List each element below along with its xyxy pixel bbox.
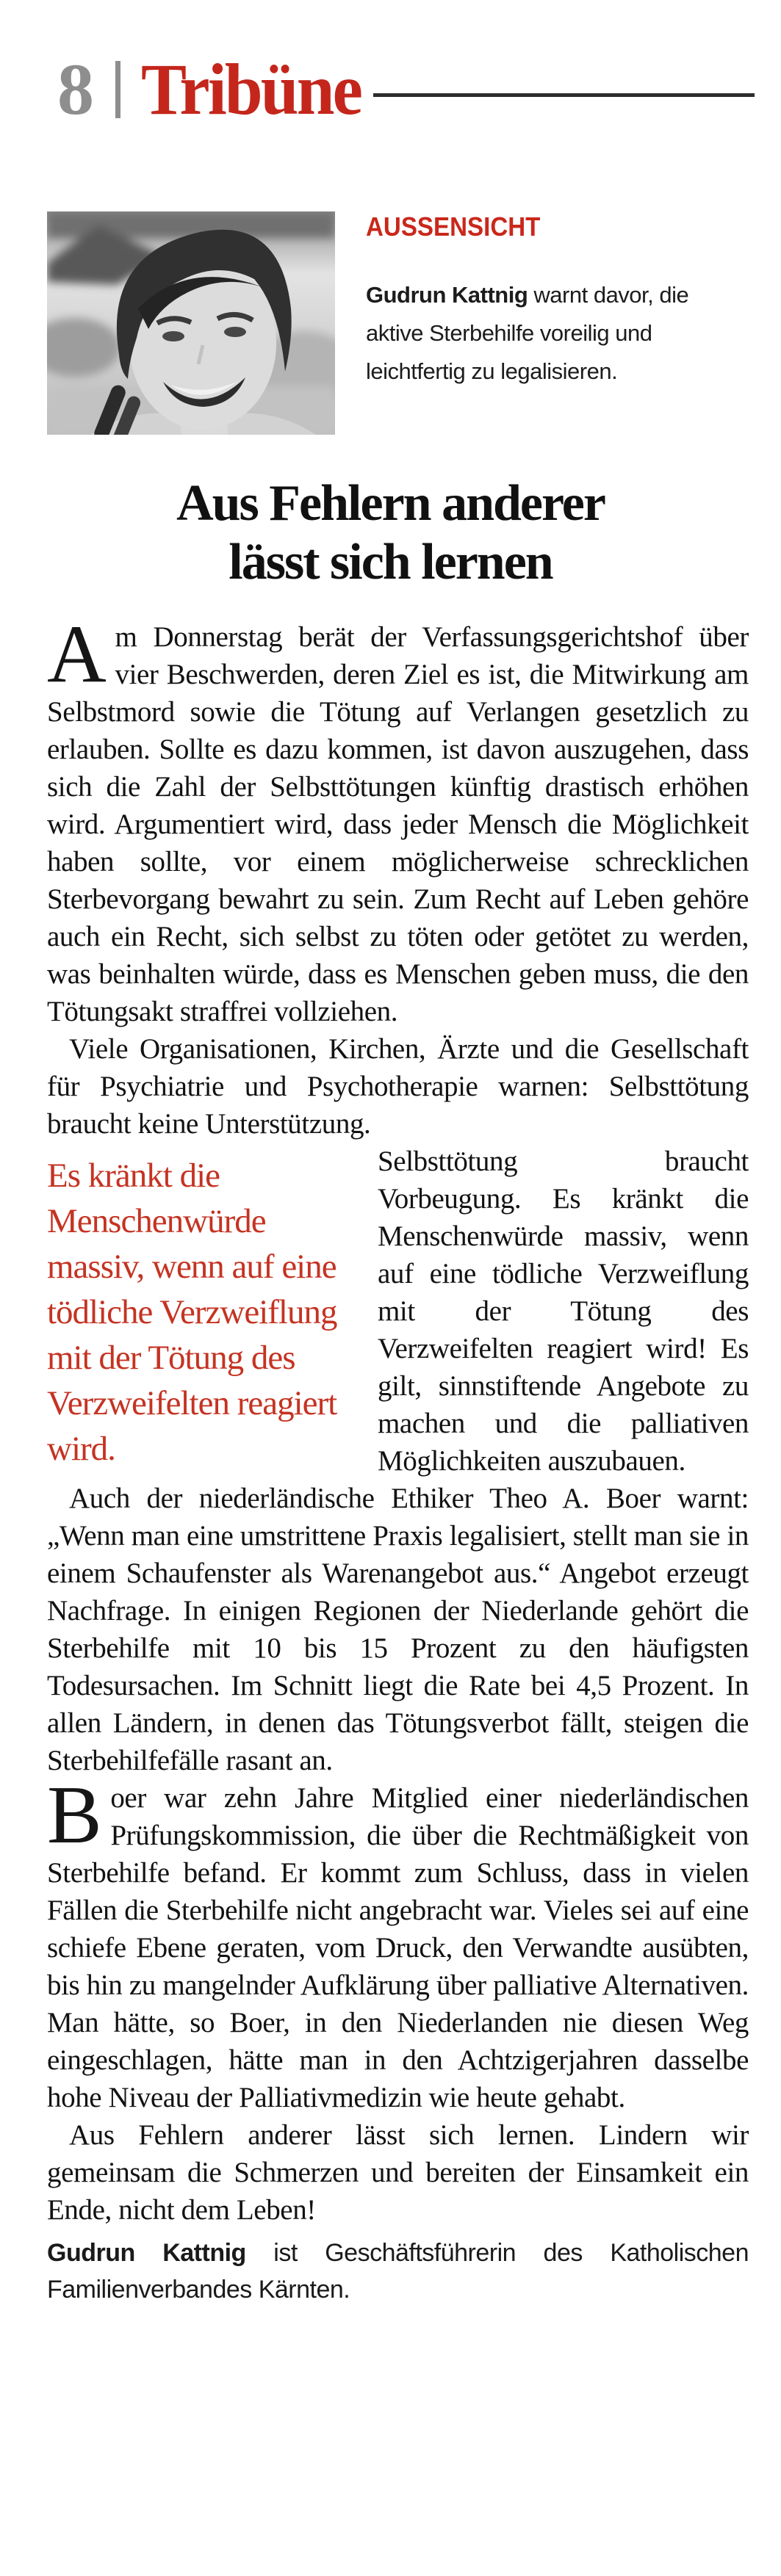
- paragraph-1-text: m Donnerstag berät der Verfassungsgerichtshof über vier Beschwerden, deren Ziel es ist, die Mitwirkung am Selbstmord sowie die Tötung auf Verlangen gesetzlich zu erlauben. Sollte es dazu kommen, ist davon auszugehen, dass sich die Zahl der Selbsttötungen künftig drastisch erhöhen wird. Argumentiert wird, dass jeder Mensch die Möglichkeit haben sollte, vor einem möglicherweise schrecklichen Sterbevorgang bewahrt zu sein. Zum Recht auf Leben gehöre auch ein Recht, sich selbst zu töten oder getötet zu werden, was beinhalten würde, dass es Menschen geben muss, die den Tötungsakt straffrei vollziehen.: [47, 621, 749, 1027]
- headline-line-2: lässt sich lernen: [228, 534, 553, 590]
- article-paragraph-3: [47, 1480, 749, 1779]
- profile-author-name: Gudrun Kattnig: [366, 282, 528, 308]
- article-paragraph-1: [47, 609, 749, 1030]
- portrait-photo-illustration: [47, 211, 335, 435]
- pullquote: Es kränkt die Menschenwürde massiv, wenn auf eine tödliche Verzweiflung mit der Tötung des Verzweifelten reagiert wird.: [47, 1157, 337, 1468]
- masthead-divider: [115, 61, 120, 118]
- article-paragraph-2: [47, 1030, 749, 1143]
- dropcap-b: B: [47, 1770, 102, 1861]
- section-title: Tribüne: [141, 48, 361, 130]
- profile-text-column: [366, 211, 750, 435]
- byline-author: Gudrun Kattnig: [47, 2239, 246, 2267]
- portrait-photo: [47, 211, 335, 435]
- headline-line-1: Aus Fehlern anderer: [176, 475, 605, 532]
- profile-block: [47, 211, 750, 435]
- article-headline: [29, 474, 752, 592]
- profile-intro: [366, 276, 750, 391]
- paragraph-4-text: oer war zehn Jahre Mitglied einer niederländischen Prüfungskommission, die über die Rechtmäßigkeit von Sterbehilfe befand. Er kommt zum Schluss, dass in vielen Fällen die Sterbehilfe nicht angebracht war. Vieles sei auf eine schiefe Ebene geraten, vom Druck, den Verwandte ausübten, bis hin zu mangelnder Aufklärung über palliative Alternativen. Man hätte, so Boer, in den Niederlanden nie diesen Weg eingeschlagen, hätte man in den Achtzigerjahren dasselbe hohe Niveau der Palliativmedizin wie heute gehabt.: [47, 1782, 749, 2113]
- article-paragraph-5: [47, 2116, 749, 2229]
- dropcap-a: A: [47, 609, 107, 700]
- profile-label: AUSSENSICHT: [366, 211, 541, 242]
- profile-intro-text: warnt davor, die aktive Sterbehilfe voreilig und leichtfertig zu legalisieren.: [366, 282, 689, 384]
- byline: [47, 2235, 749, 2308]
- pullquote-row: [47, 1143, 749, 1480]
- paragraph-3-text: Auch der niederländische Ethiker Theo A. Boer warnt: „Wenn man eine umstrittene Praxis legalisiert, stellt man sie in einem Schaufenster als Warenangebot aus.“ Angebot erzeugt Nachfrage. In einigen Regionen der Niederlande gehört die Sterbehilfe mit 10 bis 15 Prozent zu den häufigsten Todesursachen. Im Schnitt liegt die Rate bei 4,5 Prozent. In allen Ländern, in denen das Tötungsverbot fällt, steigen die Sterbehilfefälle rasant an.: [47, 1483, 749, 1776]
- paragraph-5-text: Aus Fehlern anderer lässt sich lernen. Lindern wir gemeinsam die Schmerzen und bereiten der Einsamkeit ein Ende, nicht dem Leben!: [47, 2119, 749, 2226]
- paragraph-2-text: Viele Organisationen, Kirchen, Ärzte und die Gesellschaft für Psychiatrie und Psychotherapie warnen: Selbsttötung braucht keine Unterstützung.: [47, 1033, 749, 1140]
- masthead: [0, 0, 781, 130]
- article-paragraph-4: [47, 1770, 749, 2116]
- byline-text: ist Geschäftsführerin des Katholischen Familienverbandes Kärnten.: [47, 2239, 749, 2304]
- paragraph-2b-text: Selbsttötung braucht Vorbeugung. Es kränkt die Menschenwürde massiv, wenn auf eine tödliche Verzweiflung mit der Tötung des Verzweifelten reagiert wird! Es gilt, sinnstiftende Angebote zu machen und die palliativen Möglichkeiten auszubauen.: [378, 1146, 749, 1477]
- masthead-rule: [373, 93, 755, 97]
- article-body: [47, 609, 749, 2229]
- page-number: 8: [57, 48, 92, 130]
